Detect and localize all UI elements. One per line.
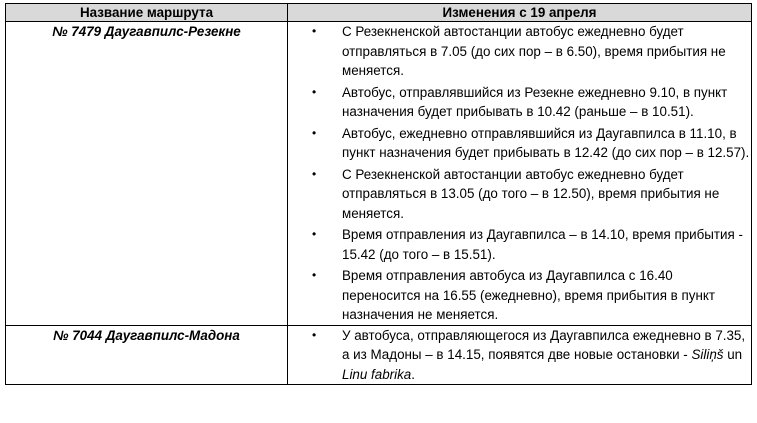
list-item <box>288 225 751 264</box>
bullet-icon: • <box>312 125 317 140</box>
change-text: Автобус, отправлявшийся из Резекне ежедневно 9.10, в пункт назначения будет прибывать в 10.42 (раньше – в 10.51). <box>342 84 728 119</box>
change-text: Время отправления автобуса из Даугавпилса с 16.40 переносится на 16.55 (ежедневно), время прибытия в пункт назначения не меняется. <box>342 268 715 322</box>
sentence-end: . <box>411 366 415 382</box>
route-name-cell: № 7479 Даугавпилс-Резекне <box>6 22 288 326</box>
change-list <box>288 326 751 385</box>
change-text: У автобуса, отправляющегося из Даугавпилса ежедневно в 7.35, а из Мадоны – в 14.15, появятся две новые остановки - <box>342 327 746 362</box>
bullet-icon: • <box>312 227 317 241</box>
stop-name: Siliņš <box>691 347 724 362</box>
list-item <box>288 326 751 385</box>
table-row <box>6 325 752 385</box>
changes-cell <box>288 325 752 385</box>
change-text: Автобус, ежедневно отправлявшийся из Даугавпилса в 11.10, в пункт назначения будет прибывать в 12.42 (до сих пор – в 12.57). <box>342 125 750 160</box>
change-list <box>288 22 751 325</box>
change-text: Время отправления из Даугавпилса – в 14.10, время прибытия - 15.42 (до того – в 15.51). <box>342 227 743 262</box>
list-item <box>288 165 751 224</box>
list-item <box>288 83 751 122</box>
bullet-icon: • <box>312 268 317 282</box>
route-name-cell: № 7044 Даугавпилс-Мадона <box>6 325 288 385</box>
bullet-icon: • <box>312 84 317 99</box>
table-row <box>6 22 752 326</box>
changes-cell <box>288 22 752 326</box>
list-item <box>288 124 751 163</box>
bullet-icon: • <box>312 166 317 181</box>
header-changes: Изменения с 19 апреля <box>288 4 752 22</box>
list-item <box>288 266 751 325</box>
change-text: С Резекненской автостанции автобус ежедневно будет отправляться в 7.05 (до сих пор – в 6.50), время прибытия не меняется. <box>342 24 726 78</box>
route-changes-table <box>5 3 752 385</box>
table-header-row <box>6 4 752 22</box>
change-text: С Резекненской автостанции автобус ежедневно будет отправляться в 13.05 (до того – в 12.50), время прибытия не меняется. <box>342 166 720 221</box>
header-route-name: Название маршрута <box>6 4 288 22</box>
bullet-icon: • <box>312 24 317 38</box>
conjunction-text: un <box>723 347 743 362</box>
list-item <box>288 22 751 81</box>
stop-name: Linu fabrika <box>342 366 412 382</box>
bullet-icon: • <box>312 327 317 342</box>
